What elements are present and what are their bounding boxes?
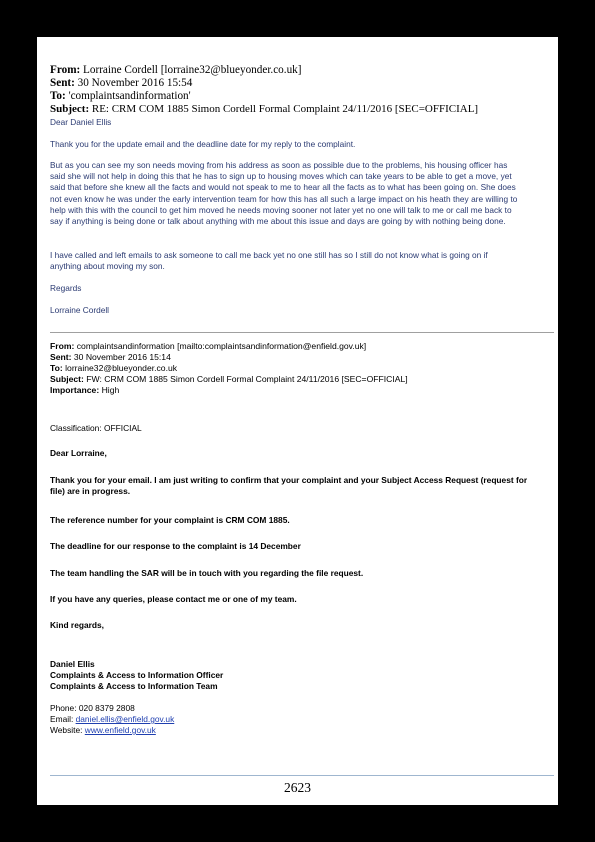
reply-paragraph-2: But as you can see my son needs moving from his address as soon as possible due to the problems, his housing officer has said she will not help in doing this that he has to sign up to housing moves which can take years to be able to get a move, yet said that before she knew all the facts and would not speak to me to hear all the facts as to what has been going on. She does not even know he was under the early intervention team for how this has all such a large impact on his heath they are willing to help with this with the council to get him moved he needs moving sooner not later yet no one will talk to me or call me back to say if anything is being done or talk about anything with me about this issue and days are going by with nothing being done.	[50, 160, 518, 227]
reply-subject-line	[50, 103, 478, 116]
reply-sent-label: Sent:	[50, 77, 75, 89]
original-subject-value: FW: CRM COM 1885 Simon Cordell Formal Complaint 24/11/2016 [SEC=OFFICIAL]	[86, 374, 408, 384]
original-to-value: lorraine32@blueyonder.co.uk	[65, 363, 178, 373]
original-sent-label: Sent:	[50, 352, 72, 362]
reply-from-label: From:	[50, 64, 81, 76]
email-link[interactable]: daniel.ellis@enfield.gov.uk	[75, 714, 175, 724]
reply-sent-line	[50, 77, 192, 90]
website-label: Website:	[50, 725, 83, 735]
original-paragraph-2: The reference number for your complaint is CRM COM 1885.	[50, 515, 290, 525]
footer-rule	[50, 775, 554, 776]
reply-salutation: Dear Daniel Ellis	[50, 117, 112, 127]
original-from-value: complaintsandinformation [mailto:complaintsandinformation@enfield.gov.uk]	[76, 341, 367, 351]
reply-to-label: To:	[50, 90, 66, 102]
original-importance-label: Importance:	[50, 385, 100, 395]
original-from-line	[50, 341, 366, 352]
email-label: Email:	[50, 714, 74, 724]
reply-from-line	[50, 64, 302, 77]
reply-subject-label: Subject:	[50, 103, 90, 115]
original-closing: Kind regards,	[50, 620, 104, 630]
original-from-label: From:	[50, 341, 75, 351]
document-page	[37, 37, 558, 805]
reply-paragraph-3: I have called and left emails to ask someone to call me back yet no one still has so I still do not know what is going on if anything about moving my son.	[50, 250, 488, 272]
reply-closing: Regards	[50, 283, 82, 293]
original-importance-line	[50, 385, 119, 396]
email-line	[50, 714, 174, 725]
original-paragraph-3: The deadline for our response to the complaint is 14 December	[50, 541, 301, 551]
reply-sent-value: 30 November 2016 15:54	[77, 77, 193, 89]
signature-title: Complaints & Access to Information Officer	[50, 670, 224, 680]
signature-name: Daniel Ellis	[50, 659, 95, 669]
page-number: 2623	[284, 780, 311, 795]
original-paragraph-5: If you have any queries, please contact me or one of my team.	[50, 594, 297, 604]
original-subject-label: Subject:	[50, 374, 84, 384]
phone-label: Phone:	[50, 703, 77, 713]
original-importance-value: High	[101, 385, 120, 395]
original-to-label: To:	[50, 363, 63, 373]
phone-line	[50, 703, 135, 714]
reply-to-line	[50, 90, 191, 103]
website-line	[50, 725, 156, 736]
original-to-line	[50, 363, 177, 374]
original-salutation: Dear Lorraine,	[50, 448, 107, 458]
original-sent-line	[50, 352, 171, 363]
reply-signature: Lorraine Cordell	[50, 305, 110, 315]
phone-value: 020 8379 2808	[78, 703, 135, 713]
original-subject-line	[50, 374, 408, 385]
original-paragraph-4: The team handling the SAR will be in touch with you regarding the file request.	[50, 568, 364, 578]
reply-from-value: Lorraine Cordell [lorraine32@blueyonder.co.uk]	[83, 64, 302, 76]
email-separator	[50, 332, 554, 333]
reply-to-value: 'complaintsandinformation'	[68, 90, 191, 102]
signature-team: Complaints & Access to Information Team	[50, 681, 218, 691]
reply-paragraph-1: Thank you for the update email and the deadline date for my reply to the complaint.	[50, 139, 356, 149]
classification-label: Classification: OFFICIAL	[50, 423, 142, 433]
reply-subject-value: RE: CRM COM 1885 Simon Cordell Formal Complaint 24/11/2016 [SEC=OFFICIAL]	[91, 103, 479, 115]
website-link[interactable]: www.enfield.gov.uk	[84, 725, 156, 735]
original-sent-value: 30 November 2016 15:14	[73, 352, 171, 362]
original-paragraph-1: Thank you for your email. I am just writing to confirm that your complaint and your Subject Access Request (request for file) are in progress.	[50, 475, 528, 496]
